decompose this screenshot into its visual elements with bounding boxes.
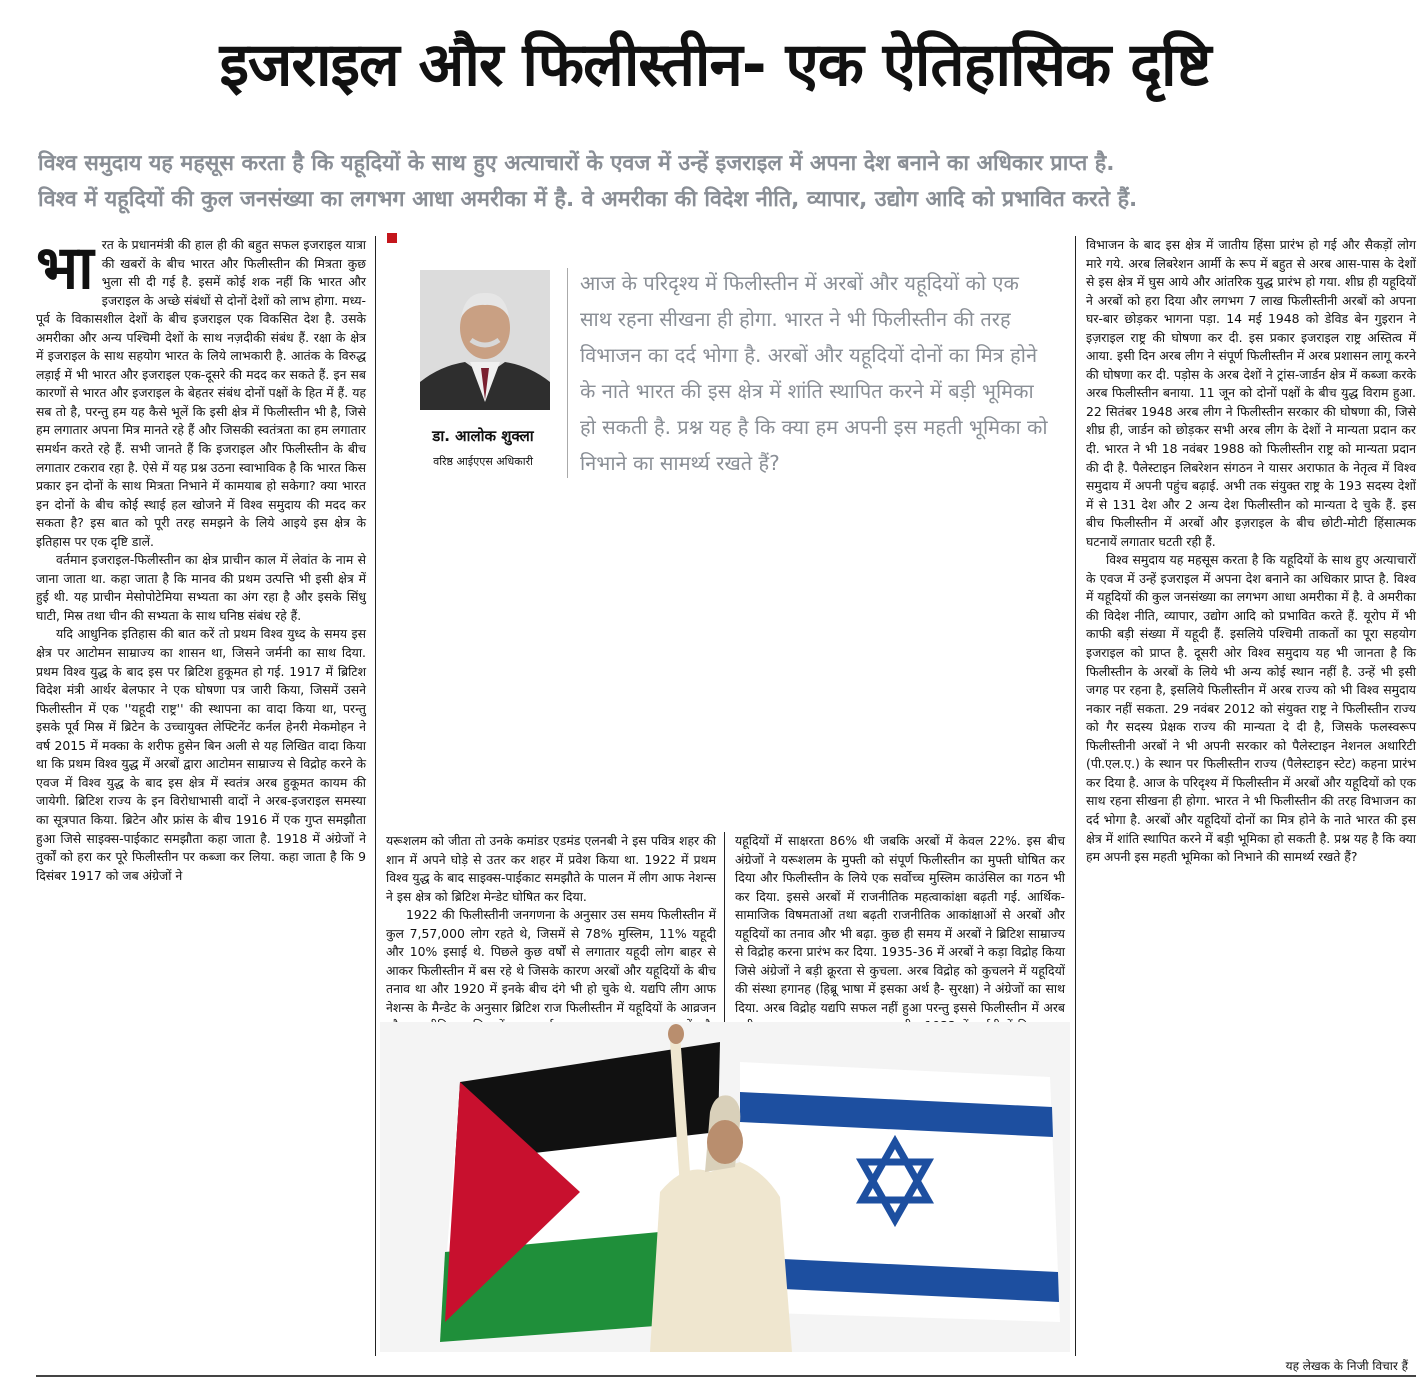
article-column-1	[36, 233, 366, 885]
subhead-line: विश्व समुदाय यह महसूस करता है कि यहूदियों के साथ हुए अत्याचारों के एवज में उन्हें इजराइल में अपना देश बनाने का अधिकार प्राप्त है.	[38, 151, 1115, 176]
paragraph: वर्तमान इजराइल-फिलीस्तीन का क्षेत्र प्राचीन काल में लेवांत के नाम से जाना जाता था. कहा जाता है कि मानव की प्रथम उत्पत्ति भी इसी क्षेत्र में हुई थी. यह प्राचीन मेसोपोटेमिया सभ्यता का अंग रहा है और इसके सिंधु घाटी, मिस्र तथा चीन की सभ्यता के साथ घनिष्ठ संबंध रहे हैं.	[36, 552, 366, 623]
paragraph: रत के प्रधानमंत्री की हाल ही की बहुत सफल इजराइल यात्रा की खबरों के बीच भारत और फिलीस्तीन की मित्रता कुछ भुला सी दी गई है. इसमें कोई शक नहीं कि भारत और इजराइल के अच्छे संबंधों से दोनों देशों को लाभ होगा. मध्य-पूर्व के विकासशील देशों के बीच इजराइल एक विकसित देश है. उसके अमरीका और अन्य पश्चिमी देशों के साथ नज़दीकी संबंध हैं. रक्षा के क्षेत्र में इजराइल के साथ सहयोग भारत के लिये लाभकारी है. आतंक के विरुद्ध लड़ाई में भी भारत और इजराइल एक-दूसरे की मदद कर सकते हैं. इन सब कारणों से भारत और इजराइल के बेहतर संबंध दोनों पक्षों के हित में हैं. यह सब तो है, परन्तु हम यह कैसे भूलें कि इसी क्षेत्र में फिलीस्तीन भी है, जिसे हम लगातार अपना मित्र मानते रहे हैं और जिसकी स्वतंत्रता का हम लगातार समर्थन करते रहे हैं. सभी जानते हैं कि इजराइल और फिलीस्तीन के बीच लगातार टकराव रहा है. ऐसे में यह प्रश्न उठना स्वाभाविक है कि भारत किस प्रकार इन दोनों के साथ मित्रता निभाने में कामयाब हो सकेगा? क्या भारत इन दोनों के बीच कोई स्थाई हल खोजने में विश्व समुदाय की मदद कर सकता है? इस बात को पूरी तरह समझने के लिये आइये इस क्षेत्र के इतिहास पर एक दृष्टि डालें.	[36, 237, 366, 549]
paragraph: 1922 की फिलीस्तीनी जनगणना के अनुसार उस समय फिलीस्तीन में कुल 7,57,000 लोग रहते थे, जिसमें से 78% मुस्लिम, 11% यहूदी और 10% इसाई थे. पिछले कुछ वर्षों से लगातार यहूदी लोग बाहर से आकर फिलीस्तीन में बस रहे थे जिसके कारण अरबों और यहूदियों के बीच तनाव था और 1920 में इनके बीच दंगे भी हो चुके थे. यद्यपि लीग आफ नेशन्स के मैन्डेट के अनुसार ब्रिटिश राज फिलीस्तीन में यहूदियों के आव्रजन	[386, 907, 716, 1015]
paragraph: यरूशलम को जीता तो उनके कमांडर एडमंड एलनबी ने इस पवित्र शहर की शान में अपने घोड़े से उतर कर शहर में प्रवेश किया था. 1922 में प्रथम विश्व युद्ध के बाद साइक्स-पाईकाट समझौते के पालन में लीग आफ नेशन्स ने इस क्षेत्र को ब्रिटिश मेन्डेट घोषित कर दिया.	[386, 833, 716, 904]
flags-photo	[380, 1022, 1070, 1352]
paragraph: यहूदियों में साक्षरता 86% थी जबकि अरबों में केवल 22%. इस बीच अंग्रेजों ने यरूशलम के मुफ्ती को संपूर्ण फिलीस्तीन का मुफ्ती घोषित कर दिया और फिलीस्तीन के लिये एक सर्वोच्च मुस्लिम काउंसिल का गठन भी कर दिया. इससे अरबों में राजनीतिक महत्वाकांक्षा बढ़ती गई. आर्थिक-सामाजिक विषमताओं तथा बढ़ती राजनीतिक आकांक्षाओं से अरबों और यहूदियों का तनाव और भी बढ़ा. कुछ ही समय में अरबों ने ब्रिटिश साम्राज्य से विद्रोह करना प्रारंभ कर दिया. 1935-36 में अरबों ने कड़ा विद्रोह किया जिसे अंग्रेजों ने बड़ी क्रूरता से कुचला. अरब विद्रोह को कुचलने में यहूदियों की संस्था हगानह (हिब्रू भाषा में इसका अर्थ है- सुरक्षा) ने अंग्रेजों का साथ दिया. अरब विद्रोह यद्यपि सफल नहीं हुआ परन्तु इससे फिलीस्तीन में अरब	[735, 833, 1065, 1015]
dropcap: भा	[36, 233, 94, 303]
column-divider	[724, 832, 725, 1032]
author-title: वरिष्ठ आईएएस अधिकारी	[433, 455, 533, 468]
author-photo	[420, 270, 550, 410]
quote-rule	[567, 268, 568, 478]
paragraph: विभाजन के बाद इस क्षेत्र में जातीय हिंसा प्रारंभ हो गई और सैकड़ों लोग मारे गये. अरब लिबरेशन आर्मी के रूप में बहुत से अरब आस-पास के देशों से इस क्षेत्र में घुस आये और आंतरिक युद्ध प्रारंभ हो गया. शीघ्र ही यहूदियों ने अरबों को हरा दिया और लगभग 7 लाख फिलीस्तीनी अरबों को अपना घर-बार छोड़कर भागना पड़ा. 14 मई 1948 को डेविड बेन गुइरान ने इज़राइल राष्ट्र की घोषणा कर दी. इस प्रकार इजराइल राष्ट्र अस्तित्व में आया. इसी दिन अरब लीग ने संपूर्ण फिलीस्तीन में अरब प्रशासन लागू करने की घोषणा कर दी. पड़ोस के अरब देशों ने ट्रांस-जार्डन क्षेत्र में कब्जा करके अरब फिलीस्तीन बनाया. 11 जून को दोनों पक्षों के बीच युद्ध विराम हुआ. 22 सितंबर 1948 अरब लीग ने फिलीस्तीन सरकार की घोषणा की, जिसे शीघ्र ही, जार्डन को छोड़कर सभी अरब लीग के देशों ने मान्यता प्रदान कर दी. भारत ने भी 18 नवंबर 1988 को फिलीस्तीन राष्ट्र को मान्यता प्रदान की दी है. पैलेस्टाइन लिबरेशन संगठन ने यासर अराफात के नेतृत्व में विश्व समुदाय में अपनी पहुंच बढ़ाई. अभी तक संयुक्त राष्ट्र के 193 सदस्य देशों में से 131 देश और 2 अन्य देश फिलीस्तीन को मान्यता दे चुके हैं. इस बीच फिलीस्तीन में अरबों और इज़राइल के बीच छोटी-मोटी हिंसात्मक घटनायें लगातार घटती रही हैं.	[1086, 237, 1416, 549]
paragraph: विश्व समुदाय यह महसूस करता है कि यहूदियों के साथ हुए अत्याचारों के एवज में उन्हें इजराइल में अपना देश बनाने का अधिकार प्राप्त है. विश्व में यहूदियों की कुल जनसंख्या का लगभग आधा अमरीका में है. वे अमरीका की विदेश नीति, व्यापार, उद्योग आदि को प्रभावित करते हैं. यूरोप में भी काफी बड़ी संख्या में यहूदी हैं. इसलिये पश्चिमी ताकतों का पूरा सहयोग इजराइल को प्राप्त है. दूसरी ओर विश्व समुदाय यह भी जानता है कि फिलीस्तीन के अरबों के लिये भी अन्य कोई स्थान नहीं है. उन्हें भी इसी जगह पर रहना है, इसलिये फिलीस्तीन में अरब राज्य को भी विश्व समुदाय नकार नहीं सकता. 29 नवंबर 2012 को संयुक्त राष्ट्र ने फिलीस्तीन राज्य को गैर सदस्य प्रेक्षक राज्य की मान्यता दे दी है, जिसके फलस्वरूप फिलीस्तीनी अरबों ने भी अपनी सरकार को पैलेस्टाइन नेशनल अथारिटी (पी.एल.ए.) के स्थान पर फिलीस्तीन राज्य (पैलेस्टाइन स्टेट) कहना प्रारंभ कर दिया है. आज के परिदृश्य में फिलीस्तीन में अरबों और यहूदियों को एक साथ रहना सीखना ही होगा. भारत ने भी फिलीस्तीन की तरह विभाजन का दर्द भोगा है. अरबों और यहूदियों दोनों का मित्र होने के नाते भारत की इस क्षेत्र में शांति स्थापित करने में बड़ी भूमिका हो सकती है. प्रश्न यह है कि क्या हम अपनी इस महती भूमिका को निभाने की सामर्थ्य रखते हैं?	[1086, 552, 1416, 865]
article-column-4	[1086, 236, 1416, 867]
author-portrait-icon	[420, 270, 550, 410]
subhead-line: विश्व में यहूदियों की कुल जनसंख्या का लगभग आधा अमरीका में है. वे अमरीका की विदेश नीति, व्यापार, उद्योग आदि को प्रभावित करते हैं.	[38, 187, 1138, 212]
pullquote: आज के परिदृश्य में फिलीस्तीन में अरबों और यहूदियों को एक साथ रहना सीखना ही होगा. भारत ने भी फिलीस्तीन की तरह विभाजन का दर्द भोगा है. अरबों और यहूदियों दोनों का मित्र होने के नाते भारत की इस क्षेत्र में शांति स्थापित करने में बड़ी भूमिका हो सकती है. प्रश्न यह है कि क्या हम अपनी इस महती भूमिका को निभाने का सामर्थ्य रखते हैं?	[580, 271, 1048, 475]
paragraph: यदि आधुनिक इतिहास की बात करें तो प्रथम विश्व युध्द के समय इस क्षेत्र पर आटोमन साम्राज्य का शासन था, जिसने जर्मनी का साथ दिया. प्रथम विश्व युद्ध के बाद इस पर ब्रिटिश हुकूमत हो गई. 1917 में ब्रिटिश विदेश मंत्री आर्थर बेलफार ने एक घोषणा पत्र जारी किया, जिसमें उसने फिलीस्तीन में एक ''यहूदी राष्ट्र'' की स्थापना का वादा किया था, परन्तु इसके पूर्व मिस्र में ब्रिटेन के उच्चायुक्त लेफ्टिनेंट कर्नल हेनरी मेकमोहन ने वर्ष 2015 में मक्का के शरीफ हुसेन बिन अली से यह लिखित वादा किया था कि प्रथम विश्व युद्ध में अरबों द्वारा आटोमन साम्राज्य से विद्रोह करने के एवज में विश्व युद्ध के बाद इस क्षेत्र में स्वतंत्र अरब हुकूमत कायम की जायेगी. ब्रिटिश राज्य के इन विरोधाभासी वादों ने अरब-इजराइल समस्या का सूत्रपात किया. ब्रिटेन और फ्रांस के बीच 1916 में एक गुप्त समझौता हुआ जिसे साइक्स-पाईकाट समझौता कहा जाता है. 1918 में अंग्रेजों ने तुर्कों को हरा कर पूरे फिलीस्तीन पर कब्जा कर लिया. कहा जाता है कि 9 दिसंबर 1917 को जब अंग्रेजों ने	[36, 626, 366, 883]
section-marker	[387, 233, 397, 243]
column-divider	[375, 236, 376, 1356]
headline: इजराइल और फिलीस्तीन- एक ऐतिहासिक दृष्टि	[219, 30, 1211, 100]
disclaimer: यह लेखक के निजी विचार हैं	[1285, 1359, 1408, 1373]
author-name: डा. आलोक शुक्ला	[432, 427, 534, 445]
bottom-rule	[36, 1375, 1416, 1377]
column-divider	[1075, 236, 1076, 1356]
subhead	[38, 146, 1408, 218]
palestine-israel-flags-graphic	[380, 1022, 1070, 1352]
